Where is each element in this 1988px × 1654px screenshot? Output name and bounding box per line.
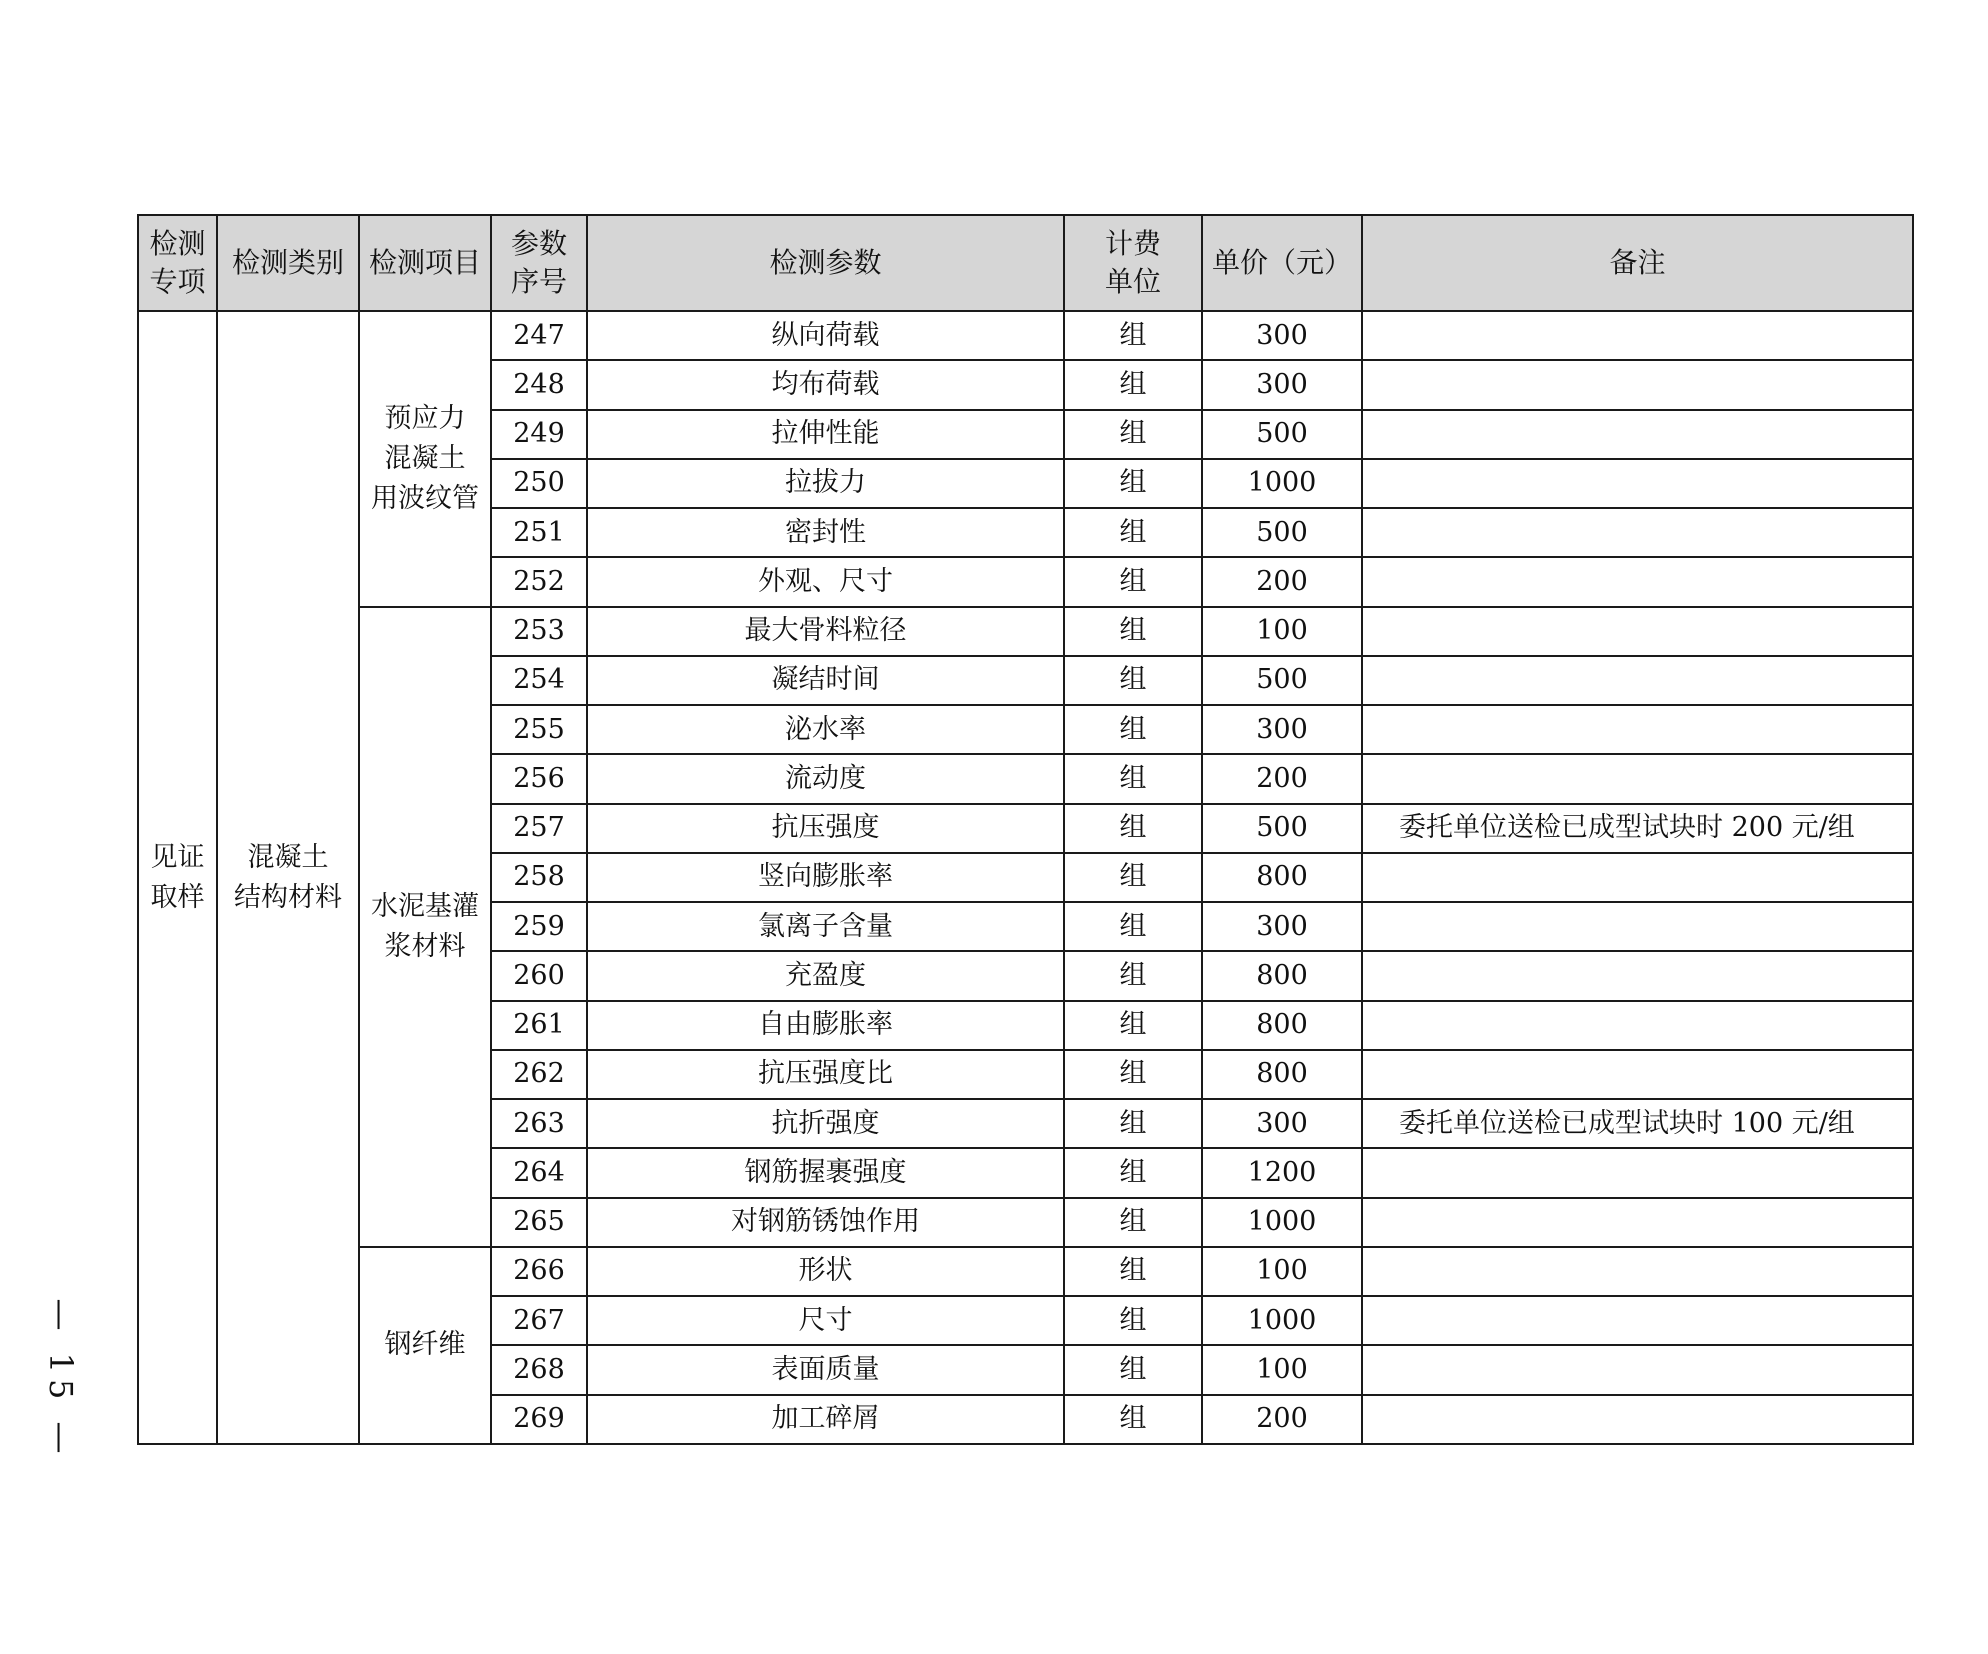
param-cell: 形状 [587, 1247, 1064, 1296]
price-cell: 800 [1202, 951, 1362, 1000]
seq-cell: 258 [491, 853, 587, 902]
param-cell: 充盈度 [587, 951, 1064, 1000]
unit-cell: 组 [1064, 360, 1202, 409]
unit-cell: 组 [1064, 508, 1202, 557]
param-cell: 密封性 [587, 508, 1064, 557]
note-cell [1362, 459, 1913, 508]
item-cell: 水泥基灌 浆材料 [359, 607, 491, 1247]
price-cell: 300 [1202, 311, 1362, 360]
header-note: 备注 [1362, 215, 1913, 311]
param-cell: 均布荷载 [587, 360, 1064, 409]
table-row [138, 1247, 1913, 1296]
param-cell: 最大骨料粒径 [587, 607, 1064, 656]
price-cell: 100 [1202, 607, 1362, 656]
note-cell [1362, 1247, 1913, 1296]
price-cell: 800 [1202, 1050, 1362, 1099]
note-cell [1362, 902, 1913, 951]
price-cell: 800 [1202, 853, 1362, 902]
unit-cell: 组 [1064, 853, 1202, 902]
note-cell [1362, 754, 1913, 803]
note-cell [1362, 607, 1913, 656]
note-cell: 委托单位送检已成型试块时 100 元/组 [1362, 1099, 1913, 1148]
header-seq: 参数 序号 [491, 215, 587, 311]
header-special: 检测 专项 [138, 215, 217, 311]
unit-cell: 组 [1064, 1148, 1202, 1197]
note-cell [1362, 1050, 1913, 1099]
price-cell: 200 [1202, 754, 1362, 803]
note-cell [1362, 705, 1913, 754]
unit-cell: 组 [1064, 311, 1202, 360]
seq-cell: 261 [491, 1001, 587, 1050]
note-cell [1362, 853, 1913, 902]
param-cell: 拉拔力 [587, 459, 1064, 508]
price-cell: 800 [1202, 1001, 1362, 1050]
header-category: 检测类别 [217, 215, 359, 311]
note-cell [1362, 951, 1913, 1000]
item-cell: 钢纤维 [359, 1247, 491, 1444]
unit-cell: 组 [1064, 754, 1202, 803]
param-cell: 流动度 [587, 754, 1064, 803]
unit-cell: 组 [1064, 410, 1202, 459]
param-cell: 纵向荷载 [587, 311, 1064, 360]
unit-cell: 组 [1064, 951, 1202, 1000]
seq-cell: 263 [491, 1099, 587, 1148]
unit-cell: 组 [1064, 804, 1202, 853]
price-cell: 300 [1202, 902, 1362, 951]
param-cell: 加工碎屑 [587, 1395, 1064, 1445]
param-cell: 凝结时间 [587, 656, 1064, 705]
note-cell [1362, 508, 1913, 557]
seq-cell: 254 [491, 656, 587, 705]
unit-cell: 组 [1064, 1296, 1202, 1345]
special-cell: 见证 取样 [138, 311, 217, 1444]
price-cell: 300 [1202, 360, 1362, 409]
seq-cell: 247 [491, 311, 587, 360]
note-cell [1362, 1148, 1913, 1197]
price-cell: 500 [1202, 656, 1362, 705]
price-cell: 100 [1202, 1247, 1362, 1296]
seq-cell: 269 [491, 1395, 587, 1445]
seq-cell: 248 [491, 360, 587, 409]
param-cell: 尺寸 [587, 1296, 1064, 1345]
price-cell: 300 [1202, 705, 1362, 754]
note-cell [1362, 1296, 1913, 1345]
price-cell: 100 [1202, 1345, 1362, 1394]
price-cell: 200 [1202, 1395, 1362, 1445]
note-cell [1362, 311, 1913, 360]
unit-cell: 组 [1064, 1345, 1202, 1394]
seq-cell: 266 [491, 1247, 587, 1296]
unit-cell: 组 [1064, 1001, 1202, 1050]
header-item: 检测项目 [359, 215, 491, 311]
param-cell: 自由膨胀率 [587, 1001, 1064, 1050]
seq-cell: 252 [491, 557, 587, 606]
unit-cell: 组 [1064, 459, 1202, 508]
param-cell: 表面质量 [587, 1345, 1064, 1394]
unit-cell: 组 [1064, 1395, 1202, 1445]
unit-cell: 组 [1064, 656, 1202, 705]
table-body [138, 311, 1913, 1444]
seq-cell: 267 [491, 1296, 587, 1345]
note-cell [1362, 410, 1913, 459]
param-cell: 竖向膨胀率 [587, 853, 1064, 902]
seq-cell: 265 [491, 1198, 587, 1247]
seq-cell: 264 [491, 1148, 587, 1197]
param-cell: 泌水率 [587, 705, 1064, 754]
unit-cell: 组 [1064, 1050, 1202, 1099]
unit-cell: 组 [1064, 1198, 1202, 1247]
header-unit: 计费 单位 [1064, 215, 1202, 311]
seq-cell: 259 [491, 902, 587, 951]
seq-cell: 268 [491, 1345, 587, 1394]
note-cell [1362, 557, 1913, 606]
header-row [138, 215, 1913, 311]
unit-cell: 组 [1064, 705, 1202, 754]
price-cell: 1200 [1202, 1148, 1362, 1197]
note-cell [1362, 1198, 1913, 1247]
unit-cell: 组 [1064, 1099, 1202, 1148]
page-number-text: — 15 — [42, 1298, 80, 1460]
price-cell: 1000 [1202, 459, 1362, 508]
note-cell [1362, 1345, 1913, 1394]
price-cell: 500 [1202, 804, 1362, 853]
param-cell: 对钢筋锈蚀作用 [587, 1198, 1064, 1247]
header-param: 检测参数 [587, 215, 1064, 311]
seq-cell: 250 [491, 459, 587, 508]
param-cell: 外观、尺寸 [587, 557, 1064, 606]
header-price: 单价（元） [1202, 215, 1362, 311]
price-cell: 500 [1202, 410, 1362, 459]
param-cell: 抗折强度 [587, 1099, 1064, 1148]
seq-cell: 260 [491, 951, 587, 1000]
table-row [138, 311, 1913, 360]
seq-cell: 251 [491, 508, 587, 557]
item-cell: 预应力 混凝土 用波纹管 [359, 311, 491, 607]
price-cell: 1000 [1202, 1198, 1362, 1247]
price-cell: 300 [1202, 1099, 1362, 1148]
note-cell [1362, 1395, 1913, 1445]
param-cell: 抗压强度比 [587, 1050, 1064, 1099]
param-cell: 抗压强度 [587, 804, 1064, 853]
unit-cell: 组 [1064, 902, 1202, 951]
seq-cell: 262 [491, 1050, 587, 1099]
note-cell [1362, 1001, 1913, 1050]
seq-cell: 253 [491, 607, 587, 656]
note-cell [1362, 360, 1913, 409]
param-cell: 拉伸性能 [587, 410, 1064, 459]
category-cell: 混凝土 结构材料 [217, 311, 359, 1444]
seq-cell: 257 [491, 804, 587, 853]
unit-cell: 组 [1064, 1247, 1202, 1296]
fee-table [137, 214, 1914, 1445]
unit-cell: 组 [1064, 607, 1202, 656]
param-cell: 氯离子含量 [587, 902, 1064, 951]
page-number [36, 1298, 86, 1460]
seq-cell: 255 [491, 705, 587, 754]
price-cell: 1000 [1202, 1296, 1362, 1345]
note-cell [1362, 656, 1913, 705]
price-cell: 200 [1202, 557, 1362, 606]
unit-cell: 组 [1064, 557, 1202, 606]
param-cell: 钢筋握裹强度 [587, 1148, 1064, 1197]
note-cell: 委托单位送检已成型试块时 200 元/组 [1362, 804, 1913, 853]
seq-cell: 256 [491, 754, 587, 803]
seq-cell: 249 [491, 410, 587, 459]
table-row [138, 607, 1913, 656]
price-cell: 500 [1202, 508, 1362, 557]
